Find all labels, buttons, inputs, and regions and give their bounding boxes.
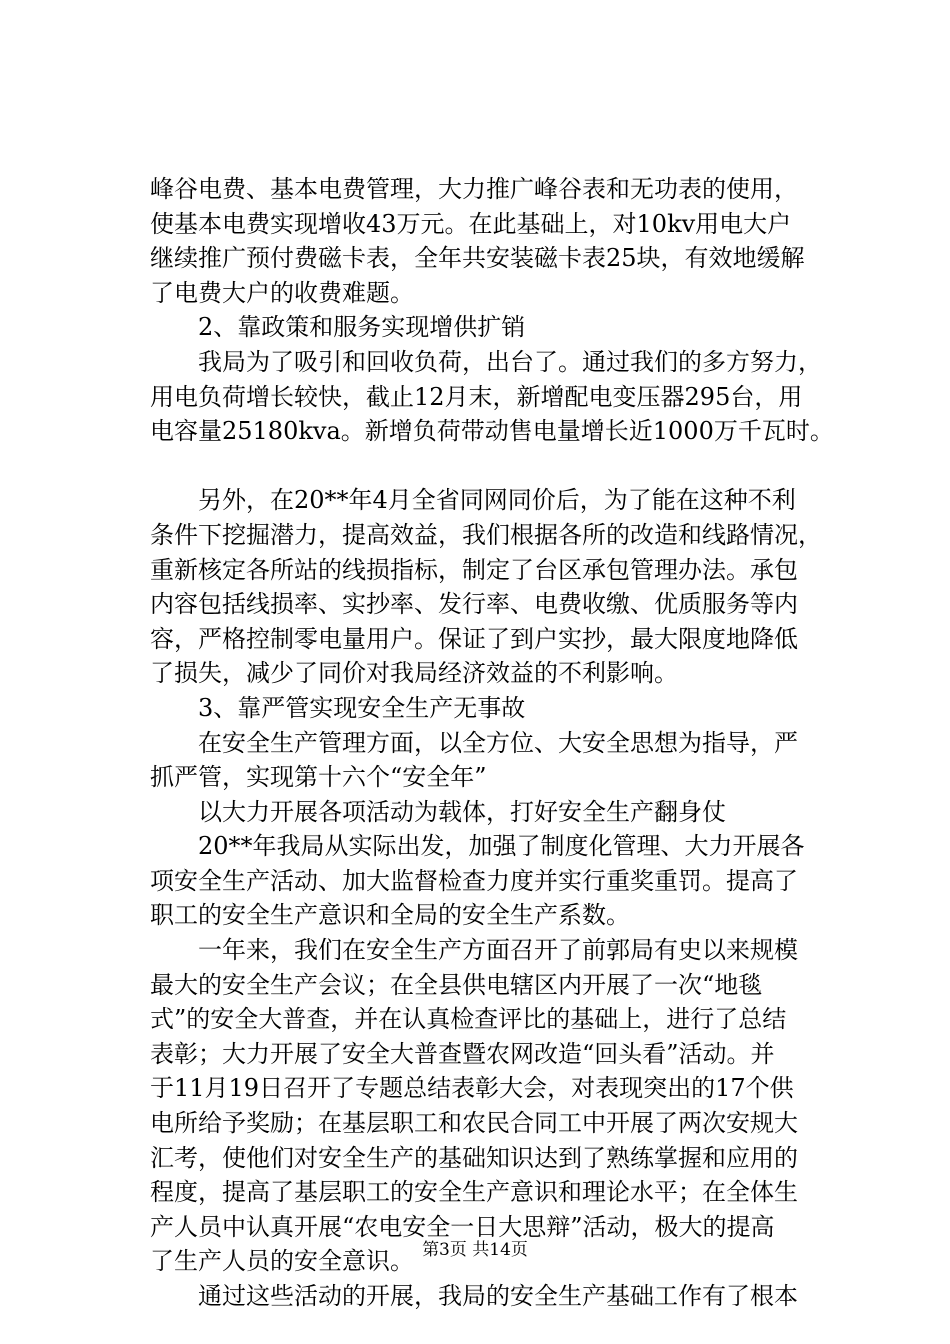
text-line: 电所给予奖励；在基层职工和农民合同工中开展了两次安规大 (150, 1109, 798, 1138)
text-line: 汇考，使他们对安全生产的基础知识达到了熟练掌握和应用的 (150, 1143, 798, 1172)
text-line: 20**年我局从实际出发，加强了制度化管理、大力开展各 (198, 832, 805, 861)
text-line: 了损失，减少了同价对我局经济效益的不利影响。 (150, 659, 678, 688)
text-line: 在安全生产管理方面，以全方位、大安全思想为指导，严 (198, 728, 798, 757)
text-line: 使基本电费实现增收43万元。在此基础上，对10kv用电大户 (150, 209, 792, 238)
text-line: 通过这些活动的开展，我局的安全生产基础工作有了根本 (198, 1282, 798, 1310)
text-line: 项安全生产活动、加大监督检查力度并实行重奖重罚。提高了 (150, 866, 798, 895)
text-line: 于11月19日召开了专题总结表彰大会，对表现突出的17个供 (150, 1074, 794, 1103)
text-line: 产人员中认真开展“农电安全一日大思辩”活动，极大的提高 (150, 1212, 775, 1241)
text-line: 容，严格控制零电量用户。保证了到户实抄，最大限度地降低 (150, 624, 798, 653)
text-line: 以大力开展各项活动为载体，打好安全生产翻身仗 (198, 797, 726, 826)
text-line: 职工的安全生产意识和全局的安全生产系数。 (150, 901, 630, 930)
text-line (150, 449, 840, 484)
text-line: 继续推广预付费磁卡表，全年共安装磁卡表25块，有效地缓解 (150, 244, 805, 273)
text-line: 重新核定各所站的线损指标，制定了台区承包管理办法。承包 (150, 555, 798, 584)
text-line: 2、靠政策和服务实现增供扩销 (198, 313, 526, 342)
text-line: 了电费大户的收费难题。 (150, 278, 414, 307)
text-line: 另外，在20**年4月全省同网同价后，为了能在这种不利 (198, 486, 796, 515)
text-line: 我局为了吸引和回收负荷，出台了。通过我们的多方努力， (198, 347, 822, 376)
text-line: 程度，提高了基层职工的安全生产意识和理论水平；在全体生 (150, 1178, 798, 1207)
text-line: 电容量25180kva。新增负荷带动售电量增长近1000万千瓦时。 (150, 417, 834, 446)
document-body (150, 172, 840, 1314)
page-footer: 第3页 共14页 (422, 1240, 528, 1260)
text-line: 表彰；大力开展了安全大普查暨农网改造“回头看”活动。并 (150, 1039, 775, 1068)
text-line: 内容包括线损率、实抄率、发行率、电费收缴、优质服务等内 (150, 590, 798, 619)
text-line: 3、靠严管实现安全生产无事故 (198, 693, 526, 722)
text-line: 了生产人员的安全意识。 (150, 1247, 414, 1276)
text-line: 式”的安全大普查，并在认真检查评比的基础上，进行了总结 (150, 1005, 787, 1034)
text-line: 抓严管，实现第十六个“安全年” (150, 763, 487, 792)
text-line: 用电负荷增长较快，截止12月末，新增配电变压器295台，用 (150, 382, 803, 411)
text-line: 最大的安全生产会议；在全县供电辖区内开展了一次“地毯 (150, 970, 763, 999)
text-line: 条件下挖掘潜力，提高效益，我们根据各所的改造和线路情况， (150, 520, 822, 549)
text-line: 一年来，我们在安全生产方面召开了前郭局有史以来规模 (198, 936, 798, 965)
text-line: 峰谷电费、基本电费管理，大力推广峰谷表和无功表的使用， (150, 175, 798, 203)
